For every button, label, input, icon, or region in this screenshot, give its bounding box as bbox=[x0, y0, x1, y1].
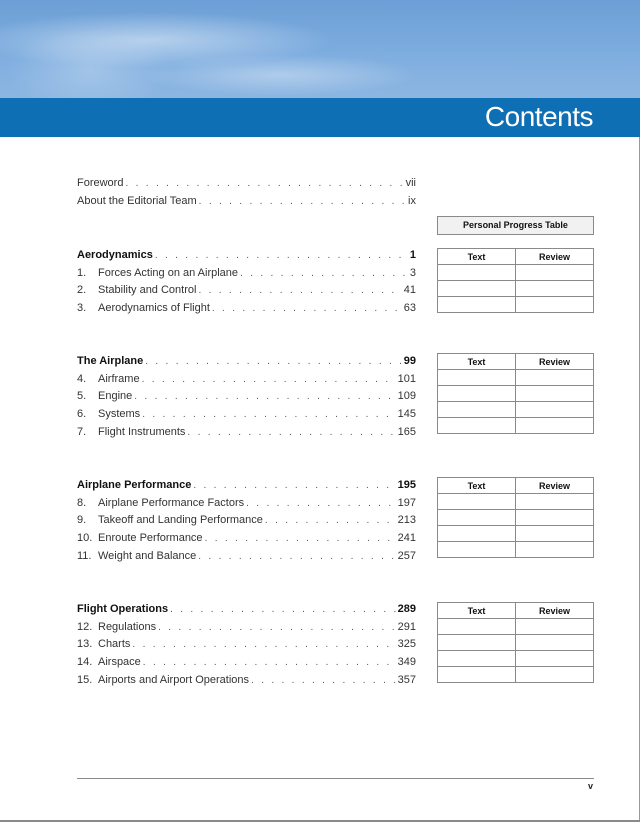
progress-cell-review[interactable] bbox=[516, 386, 594, 402]
progress-cell-text[interactable] bbox=[438, 265, 516, 281]
chapter-title: Forces Acting on an Airplane bbox=[98, 267, 239, 279]
progress-cell-review[interactable] bbox=[516, 510, 594, 526]
chapter-title: Weight and Balance bbox=[98, 550, 197, 562]
progress-cell-review[interactable] bbox=[516, 526, 594, 542]
progress-cell-review[interactable] bbox=[516, 265, 594, 281]
chapter-page: 165 bbox=[397, 426, 416, 438]
chapter-page: 101 bbox=[397, 373, 416, 385]
chapter-page: 357 bbox=[397, 674, 416, 686]
leader-dots bbox=[240, 268, 408, 279]
progress-table-flight-operations bbox=[437, 602, 594, 683]
progress-cell-review[interactable] bbox=[516, 667, 594, 683]
chapter-number: 9. bbox=[77, 514, 87, 526]
section-page: 195 bbox=[397, 479, 416, 491]
leader-dots bbox=[193, 480, 395, 491]
chapter-number: 8. bbox=[77, 497, 87, 509]
progress-cell-review[interactable] bbox=[516, 402, 594, 418]
chapter-title: Airplane Performance Factors bbox=[98, 497, 245, 509]
progress-table-airplane-performance bbox=[437, 477, 594, 558]
leader-dots bbox=[132, 639, 395, 650]
toc-chapter[interactable] bbox=[77, 284, 416, 300]
chapter-page: 349 bbox=[397, 656, 416, 668]
toc-chapter[interactable] bbox=[77, 302, 416, 318]
toc-section-aerodynamics[interactable] bbox=[77, 249, 416, 265]
chapter-number: 11. bbox=[77, 550, 92, 562]
leader-dots bbox=[125, 178, 403, 189]
toc-section-airplane-performance[interactable] bbox=[77, 479, 416, 495]
progress-cell-text[interactable] bbox=[438, 386, 516, 402]
chapter-page: 257 bbox=[397, 550, 416, 562]
col-header-review: Review bbox=[516, 249, 594, 265]
leader-dots bbox=[246, 498, 396, 509]
col-header-text: Text bbox=[438, 603, 516, 619]
chapter-number: 10. bbox=[77, 532, 93, 544]
toc-label: Foreword bbox=[77, 177, 124, 189]
section-page: 99 bbox=[403, 355, 416, 367]
chapter-title: Takeoff and Landing Performance bbox=[98, 514, 263, 526]
progress-cell-text[interactable] bbox=[438, 651, 516, 667]
footer-page-number: v bbox=[588, 781, 594, 791]
progress-cell-review[interactable] bbox=[516, 494, 594, 510]
toc-chapter[interactable] bbox=[77, 408, 416, 424]
section-title: Airplane Performance bbox=[77, 479, 192, 491]
toc-page: vii bbox=[405, 177, 416, 189]
col-header-text: Text bbox=[438, 478, 516, 494]
chapter-title: Flight Instruments bbox=[98, 426, 186, 438]
progress-table-the-airplane bbox=[437, 353, 594, 434]
chapter-page: 197 bbox=[397, 497, 416, 509]
chapter-title: Systems bbox=[98, 408, 141, 420]
leader-dots bbox=[205, 533, 396, 544]
leader-dots bbox=[212, 303, 402, 314]
chapter-number: 5. bbox=[77, 390, 87, 402]
toc-entry-foreword[interactable] bbox=[77, 177, 416, 193]
leader-dots bbox=[143, 657, 396, 668]
progress-cell-text[interactable] bbox=[438, 510, 516, 526]
chapter-title: Regulations bbox=[98, 621, 157, 633]
chapter-number: 1. bbox=[77, 267, 87, 279]
chapter-page: 41 bbox=[403, 284, 416, 296]
toc-chapter[interactable] bbox=[77, 373, 416, 389]
col-header-review: Review bbox=[516, 603, 594, 619]
leader-dots bbox=[265, 515, 396, 526]
leader-dots bbox=[198, 551, 395, 562]
section-page: 1 bbox=[409, 249, 416, 261]
toc-chapter[interactable] bbox=[77, 550, 416, 566]
chapter-number: 2. bbox=[77, 284, 87, 296]
toc-chapter[interactable] bbox=[77, 267, 416, 283]
progress-cell-text[interactable] bbox=[438, 297, 516, 313]
chapter-title: Aerodynamics of Flight bbox=[98, 302, 210, 314]
toc-section-flight-operations[interactable] bbox=[77, 603, 416, 619]
chapter-page: 241 bbox=[397, 532, 416, 544]
col-header-text: Text bbox=[438, 249, 516, 265]
chapter-number: 3. bbox=[77, 302, 87, 314]
chapter-page: 213 bbox=[397, 514, 416, 526]
progress-cell-text[interactable] bbox=[438, 370, 516, 386]
progress-cell-review[interactable] bbox=[516, 542, 594, 558]
section-title: The Airplane bbox=[77, 355, 144, 367]
chapter-title: Stability and Control bbox=[98, 284, 197, 296]
progress-table-aerodynamics bbox=[437, 248, 594, 313]
toc-chapter[interactable] bbox=[77, 532, 416, 548]
footer-rule bbox=[77, 778, 594, 779]
leader-dots bbox=[251, 675, 396, 686]
leader-dots bbox=[187, 427, 395, 438]
sky-banner-image bbox=[0, 0, 640, 98]
col-header-text: Text bbox=[438, 354, 516, 370]
section-title: Flight Operations bbox=[77, 603, 169, 615]
chapter-number: 4. bbox=[77, 373, 87, 385]
toc-page: ix bbox=[408, 195, 416, 207]
section-page: 289 bbox=[397, 603, 416, 615]
leader-dots bbox=[134, 391, 395, 402]
chapter-number: 6. bbox=[77, 408, 87, 420]
progress-cell-text[interactable] bbox=[438, 526, 516, 542]
chapter-page: 145 bbox=[397, 408, 416, 420]
leader-dots bbox=[170, 604, 396, 615]
personal-progress-table-title: Personal Progress Table bbox=[437, 216, 594, 235]
progress-cell-review[interactable] bbox=[516, 635, 594, 651]
toc-chapter[interactable] bbox=[77, 514, 416, 530]
toc-chapter[interactable] bbox=[77, 426, 416, 442]
leader-dots bbox=[155, 250, 408, 261]
progress-cell-review[interactable] bbox=[516, 297, 594, 313]
chapter-page: 325 bbox=[397, 638, 416, 650]
chapter-title: Enroute Performance bbox=[98, 532, 203, 544]
progress-cell-review[interactable] bbox=[516, 651, 594, 667]
progress-cell-text[interactable] bbox=[438, 635, 516, 651]
chapter-page: 109 bbox=[397, 390, 416, 402]
progress-cell-review[interactable] bbox=[516, 619, 594, 635]
chapter-title: Engine bbox=[98, 390, 133, 402]
chapter-title: Airframe bbox=[98, 373, 140, 385]
toc-chapter[interactable] bbox=[77, 497, 416, 513]
chapter-number: 12. bbox=[77, 621, 93, 633]
chapter-page: 63 bbox=[403, 302, 416, 314]
chapter-number: 13. bbox=[77, 638, 93, 650]
leader-dots bbox=[142, 374, 396, 385]
col-header-review: Review bbox=[516, 354, 594, 370]
chapter-number: 15. bbox=[77, 674, 93, 686]
toc-chapter[interactable] bbox=[77, 674, 416, 690]
progress-cell-text[interactable] bbox=[438, 494, 516, 510]
toc-chapter[interactable] bbox=[77, 621, 416, 637]
leader-dots bbox=[145, 356, 402, 367]
toc-section-the-airplane[interactable] bbox=[77, 355, 416, 371]
progress-cell-review[interactable] bbox=[516, 370, 594, 386]
progress-cell-review[interactable] bbox=[516, 281, 594, 297]
progress-cell-review[interactable] bbox=[516, 418, 594, 434]
progress-cell-text[interactable] bbox=[438, 542, 516, 558]
col-header-review: Review bbox=[516, 478, 594, 494]
progress-cell-text[interactable] bbox=[438, 619, 516, 635]
toc-entry-editorial-team[interactable] bbox=[77, 195, 416, 211]
title-band bbox=[0, 98, 640, 137]
leader-dots bbox=[158, 622, 396, 633]
section-title: Aerodynamics bbox=[77, 249, 153, 261]
toc-chapter[interactable] bbox=[77, 390, 416, 406]
progress-cell-text[interactable] bbox=[438, 667, 516, 683]
chapter-page: 3 bbox=[409, 267, 416, 279]
chapter-number: 7. bbox=[77, 426, 87, 438]
toc-chapter[interactable] bbox=[77, 638, 416, 654]
progress-cell-text[interactable] bbox=[438, 418, 516, 434]
chapter-title: Airspace bbox=[98, 656, 141, 668]
chapter-number: 14. bbox=[77, 656, 93, 668]
leader-dots bbox=[199, 196, 406, 207]
leader-dots bbox=[198, 285, 401, 296]
toc-chapter[interactable] bbox=[77, 656, 416, 672]
leader-dots bbox=[142, 409, 395, 420]
page-title: Contents bbox=[484, 101, 593, 132]
chapter-page: 291 bbox=[397, 621, 416, 633]
toc-label: About the Editorial Team bbox=[77, 195, 197, 207]
progress-cell-text[interactable] bbox=[438, 402, 516, 418]
chapter-title: Airports and Airport Operations bbox=[98, 674, 250, 686]
chapter-title: Charts bbox=[98, 638, 131, 650]
progress-cell-text[interactable] bbox=[438, 281, 516, 297]
